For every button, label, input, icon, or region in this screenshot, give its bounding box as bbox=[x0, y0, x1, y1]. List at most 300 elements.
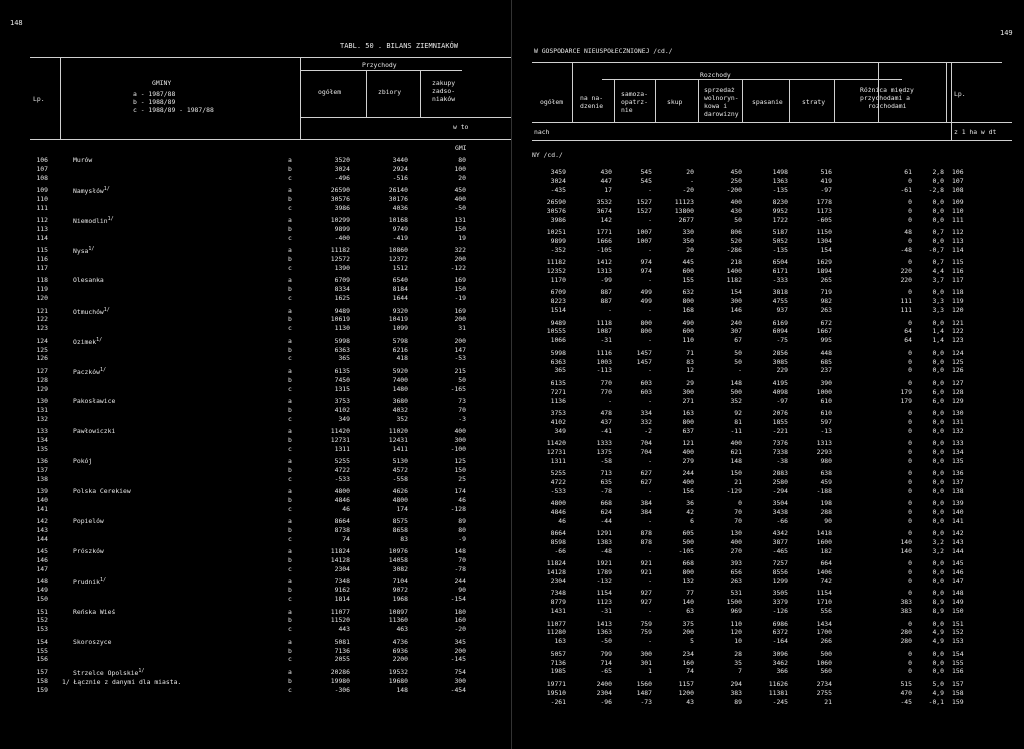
cell-value: 878 bbox=[640, 529, 652, 538]
value-ogolem: 26590 bbox=[330, 186, 350, 195]
cell-value: 3024 bbox=[550, 176, 566, 185]
row-number: 151 bbox=[36, 607, 48, 616]
cell-value: 2304 bbox=[596, 688, 612, 697]
cell-value: 974 bbox=[640, 267, 652, 276]
cell-value: 160 bbox=[682, 658, 694, 667]
cell-value: 220 bbox=[900, 276, 912, 285]
cell-value: 149 bbox=[952, 598, 964, 607]
cell-value: - bbox=[648, 577, 652, 586]
cell-value: 140 bbox=[900, 547, 912, 555]
cell-value: 74 bbox=[686, 667, 694, 676]
cell-value: - bbox=[648, 547, 652, 555]
cell-value: 6986 bbox=[772, 619, 788, 628]
cell-value: 349 bbox=[554, 426, 566, 435]
value-zbiory: 9072 bbox=[392, 586, 408, 595]
cell-value: 270 bbox=[730, 547, 742, 555]
variant-letter: c bbox=[288, 565, 292, 574]
cell-value: 6169 bbox=[772, 318, 788, 327]
variant-letter: a bbox=[288, 246, 292, 255]
cell-value: 1431 bbox=[550, 607, 566, 616]
cell-value: 1457 bbox=[636, 348, 652, 357]
value-zbiory: 9320 bbox=[392, 306, 408, 315]
cell-value: 1291 bbox=[596, 529, 612, 538]
cell-value: 30576 bbox=[546, 207, 566, 215]
row-number: 107 bbox=[36, 164, 48, 173]
cell-value: - bbox=[648, 366, 652, 375]
cell-value: 70 bbox=[734, 516, 742, 525]
cell-value: -38 bbox=[776, 456, 788, 465]
cell-value: 77 bbox=[686, 589, 694, 598]
cell-value: -105 bbox=[678, 547, 694, 555]
value-zakupy: 400 bbox=[454, 195, 466, 203]
cell-value: 10251 bbox=[546, 228, 566, 237]
value-ogolem: 7348 bbox=[334, 577, 350, 586]
row-number: 152 bbox=[36, 616, 48, 625]
row-number: 156 bbox=[36, 655, 48, 664]
cell-value: 1527 bbox=[636, 207, 652, 215]
cell-value: 20 bbox=[686, 246, 694, 254]
cell-value: 969 bbox=[730, 607, 742, 616]
variant-letter: b bbox=[288, 405, 292, 414]
value-ogolem: 349 bbox=[338, 414, 350, 423]
cell-value: 0,0 bbox=[932, 499, 944, 508]
cell-value: -75 bbox=[776, 336, 788, 345]
cell-value: 430 bbox=[600, 168, 612, 176]
cell-value: - bbox=[648, 637, 652, 646]
cell-value: 67 bbox=[734, 336, 742, 345]
value-ogolem: -496 bbox=[334, 173, 350, 182]
value-ogolem: 8334 bbox=[334, 285, 350, 294]
cell-value: 3379 bbox=[772, 598, 788, 607]
cell-value: 7348 bbox=[550, 589, 566, 598]
cell-value: 1629 bbox=[816, 258, 832, 267]
cell-value: -188 bbox=[816, 486, 832, 495]
cell-value: 0 bbox=[908, 207, 912, 215]
cell-value: 624 bbox=[600, 508, 612, 516]
value-zakupy: 200 bbox=[454, 646, 466, 655]
cell-value: 10555 bbox=[546, 327, 566, 336]
cell-value: 0,0 bbox=[932, 438, 944, 447]
variant-letter: a bbox=[288, 156, 292, 164]
cell-value: 2856 bbox=[772, 348, 788, 357]
cell-value: -465 bbox=[772, 547, 788, 555]
value-ogolem: 4800 bbox=[334, 487, 350, 496]
cell-value: 759 bbox=[640, 619, 652, 628]
cell-value: 365 bbox=[554, 366, 566, 375]
row-number: 145 bbox=[36, 547, 48, 556]
value-ogolem: 1814 bbox=[334, 595, 350, 604]
cell-value: 11123 bbox=[674, 198, 694, 207]
row-number: 124 bbox=[36, 336, 48, 345]
value-zbiory: 1644 bbox=[392, 294, 408, 303]
cell-value: 1560 bbox=[636, 679, 652, 688]
cell-value: 0,0 bbox=[932, 486, 944, 495]
cell-value: 0 bbox=[908, 447, 912, 456]
col-nasiona-2: dzenie bbox=[580, 102, 604, 110]
cell-value: 1457 bbox=[636, 357, 652, 366]
col-sprzedaz-3: kowa i bbox=[704, 102, 728, 110]
value-ogolem: 4722 bbox=[334, 465, 350, 474]
cell-value: -221 bbox=[772, 426, 788, 435]
value-zbiory: 11020 bbox=[388, 426, 408, 435]
cell-value: 1123 bbox=[596, 598, 612, 607]
cell-value: 6372 bbox=[772, 628, 788, 637]
row-number: 148 bbox=[36, 577, 48, 586]
cell-value: -41 bbox=[600, 426, 612, 435]
cell-value: 1007 bbox=[636, 237, 652, 246]
cell-value: - bbox=[648, 396, 652, 405]
cell-value: 0 bbox=[908, 577, 912, 586]
value-zakupy: -165 bbox=[450, 384, 466, 393]
cell-value: -135 bbox=[772, 185, 788, 194]
row-number: 119 bbox=[36, 285, 48, 294]
cell-value: 130 bbox=[730, 529, 742, 538]
cell-value: - bbox=[648, 276, 652, 285]
cell-value: -99 bbox=[600, 276, 612, 285]
cell-value: -286 bbox=[726, 246, 742, 254]
cell-value: 1182 bbox=[726, 276, 742, 285]
cell-value: 300 bbox=[682, 387, 694, 396]
variant-letter: a bbox=[288, 457, 292, 465]
value-ogolem: 6363 bbox=[334, 345, 350, 354]
value-zakupy: 25 bbox=[458, 474, 466, 483]
cell-value: 545 bbox=[640, 176, 652, 185]
cell-value: 0,0 bbox=[932, 198, 944, 207]
cell-value: 110 bbox=[730, 619, 742, 628]
row-number: 128 bbox=[36, 375, 48, 384]
cell-value: 1600 bbox=[816, 538, 832, 547]
cell-value: 3986 bbox=[550, 215, 566, 224]
gmina-name: Ozimek$^{1/}$ bbox=[73, 336, 103, 346]
row-number: 109 bbox=[36, 186, 48, 195]
cell-value: 1000 bbox=[816, 387, 832, 396]
cell-value: 3877 bbox=[772, 538, 788, 547]
value-ogolem: 1311 bbox=[334, 444, 350, 453]
cell-value: 130 bbox=[952, 408, 964, 417]
cell-value: - bbox=[648, 215, 652, 224]
cell-value: 799 bbox=[600, 649, 612, 658]
row-number: 136 bbox=[36, 457, 48, 465]
cell-value: 0 bbox=[908, 456, 912, 465]
cell-value: 2677 bbox=[678, 215, 694, 224]
cell-value: 138 bbox=[952, 486, 964, 495]
cell-value: 0 bbox=[908, 348, 912, 357]
value-zbiory: 6936 bbox=[392, 646, 408, 655]
cell-value: 1313 bbox=[816, 438, 832, 447]
value-ogolem: -306 bbox=[334, 685, 350, 694]
cell-value: 0,0 bbox=[932, 577, 944, 586]
cell-value: 129 bbox=[952, 396, 964, 405]
cell-value: 124 bbox=[952, 348, 964, 357]
variant-letter: b bbox=[288, 225, 292, 234]
cell-value: 0 bbox=[908, 529, 912, 538]
cell-value: 3,3 bbox=[932, 297, 944, 306]
gmina-name: Prószków bbox=[73, 547, 104, 556]
cell-value: 393 bbox=[730, 559, 742, 568]
cell-value: 8,9 bbox=[932, 607, 944, 616]
cell-value: 139 bbox=[952, 499, 964, 508]
cell-value: 168 bbox=[682, 306, 694, 315]
cell-value: 244 bbox=[682, 469, 694, 477]
cell-value: 0,0 bbox=[932, 559, 944, 568]
value-zakupy: 148 bbox=[454, 547, 466, 556]
cell-value: 0 bbox=[908, 258, 912, 267]
value-ogolem: 365 bbox=[338, 354, 350, 363]
variant-letter: a bbox=[288, 607, 292, 616]
footnote-marker: 1/ bbox=[99, 366, 106, 373]
cell-value: 770 bbox=[600, 387, 612, 396]
cell-value: 141 bbox=[952, 516, 964, 525]
cell-value: -129 bbox=[726, 486, 742, 495]
cell-value: -73 bbox=[640, 697, 652, 706]
cell-value: 1311 bbox=[550, 456, 566, 465]
value-ogolem: 10619 bbox=[330, 315, 350, 324]
cell-value: 6171 bbox=[772, 267, 788, 276]
cell-value: 0,0 bbox=[932, 516, 944, 525]
cell-value: 1173 bbox=[816, 207, 832, 215]
cell-value: 2755 bbox=[816, 688, 832, 697]
cell-value: 140 bbox=[682, 598, 694, 607]
value-zakupy: 90 bbox=[458, 586, 466, 595]
cell-value: 117 bbox=[952, 276, 964, 285]
cell-value: 28 bbox=[734, 649, 742, 658]
cell-value: 0,0 bbox=[932, 237, 944, 246]
cell-value: -61 bbox=[900, 185, 912, 194]
cell-value: 300 bbox=[640, 649, 652, 658]
value-ogolem: 1130 bbox=[334, 324, 350, 333]
cell-value: 113 bbox=[952, 237, 964, 246]
cell-value: 7 bbox=[738, 667, 742, 676]
cell-value: 806 bbox=[730, 228, 742, 237]
col-samo-3: nie bbox=[621, 106, 633, 114]
gmina-name: Murów bbox=[73, 156, 93, 164]
cell-value: 0,0 bbox=[932, 619, 944, 628]
value-zbiory: 19680 bbox=[388, 676, 408, 685]
variant-letter: c bbox=[288, 294, 292, 303]
cell-value: 140 bbox=[952, 508, 964, 516]
cell-value: -126 bbox=[772, 607, 788, 616]
col-roznica-3: rozchodami bbox=[868, 102, 907, 110]
value-zbiory: 8184 bbox=[392, 285, 408, 294]
cell-value: 0 bbox=[908, 378, 912, 387]
cell-value: 1921 bbox=[596, 559, 612, 568]
cell-value: 294 bbox=[730, 679, 742, 688]
row-number: 144 bbox=[36, 535, 48, 543]
cell-value: -245 bbox=[772, 697, 788, 706]
value-zbiory: 10976 bbox=[388, 547, 408, 556]
cell-value: 1514 bbox=[550, 306, 566, 315]
value-zbiory: 10419 bbox=[388, 315, 408, 324]
value-zbiory: 2924 bbox=[392, 164, 408, 173]
cell-value: 64 bbox=[904, 336, 912, 345]
cell-value: 0,0 bbox=[932, 658, 944, 667]
value-zbiory: 4572 bbox=[392, 465, 408, 474]
cell-value: 128 bbox=[952, 387, 964, 396]
cell-value: 8664 bbox=[550, 529, 566, 538]
variant-letter: c bbox=[288, 535, 292, 543]
cell-value: 887 bbox=[600, 288, 612, 297]
cell-value: 179 bbox=[900, 396, 912, 405]
value-zbiory: 5130 bbox=[392, 457, 408, 465]
footnote-marker: 1/ bbox=[96, 336, 103, 343]
cell-value: 42 bbox=[686, 508, 694, 516]
cell-value: 150 bbox=[952, 607, 964, 616]
value-zakupy: -454 bbox=[450, 685, 466, 694]
row-number: 117 bbox=[36, 264, 48, 273]
value-zakupy: 70 bbox=[458, 556, 466, 565]
variant-letter: b bbox=[288, 586, 292, 595]
col-lp: Lp. bbox=[954, 90, 966, 98]
cell-value: 0 bbox=[908, 198, 912, 207]
cell-value: 127 bbox=[952, 378, 964, 387]
value-zbiory: 4036 bbox=[392, 203, 408, 212]
value-zakupy: -3 bbox=[458, 414, 466, 423]
cell-value: 3818 bbox=[772, 288, 788, 297]
cell-value: 5,0 bbox=[932, 679, 944, 688]
row-number: 113 bbox=[36, 225, 48, 234]
cell-value: 7136 bbox=[550, 658, 566, 667]
value-zakupy: 89 bbox=[458, 517, 466, 526]
cell-value: - bbox=[608, 396, 612, 405]
cell-value: 271 bbox=[682, 396, 694, 405]
row-number: 115 bbox=[36, 246, 48, 255]
variant-letter: c bbox=[288, 685, 292, 694]
cell-value: 19771 bbox=[546, 679, 566, 688]
cell-value: 0 bbox=[908, 589, 912, 598]
cell-value: 0,0 bbox=[932, 568, 944, 577]
variant-letter: a bbox=[288, 306, 292, 315]
cell-value: - bbox=[648, 456, 652, 465]
unit-left: nach bbox=[534, 128, 550, 136]
cell-value: 390 bbox=[820, 378, 832, 387]
cell-value: 621 bbox=[730, 447, 742, 456]
value-zbiory: 3082 bbox=[392, 565, 408, 574]
cell-value: 0 bbox=[908, 658, 912, 667]
row-number: 154 bbox=[36, 637, 48, 646]
cell-value: 459 bbox=[820, 477, 832, 486]
cell-value: 383 bbox=[900, 598, 912, 607]
value-zakupy: 46 bbox=[458, 496, 466, 504]
variant-letter: b bbox=[288, 646, 292, 655]
zakupy-header-3: niaków bbox=[432, 95, 456, 103]
cell-value: 8779 bbox=[550, 598, 566, 607]
cell-value: 0 bbox=[908, 408, 912, 417]
cell-value: 6135 bbox=[550, 378, 566, 387]
cell-value: 13800 bbox=[674, 207, 694, 215]
gmina-name: Reńska Wieś bbox=[73, 607, 116, 616]
value-zbiory: 2200 bbox=[392, 655, 408, 664]
cell-value: 265 bbox=[820, 276, 832, 285]
cell-value: 263 bbox=[820, 306, 832, 315]
value-zakupy: 169 bbox=[454, 306, 466, 315]
value-zakupy: -128 bbox=[450, 504, 466, 513]
cell-value: 400 bbox=[682, 477, 694, 486]
cell-value: 0,0 bbox=[932, 477, 944, 486]
cell-value: 610 bbox=[820, 408, 832, 417]
row-number: 111 bbox=[36, 203, 48, 212]
cell-value: 921 bbox=[640, 559, 652, 568]
cell-value: 3459 bbox=[550, 168, 566, 176]
value-zbiory: 1411 bbox=[392, 444, 408, 453]
cell-value: 1066 bbox=[550, 336, 566, 345]
cell-value: 279 bbox=[682, 456, 694, 465]
cell-value: 154 bbox=[730, 288, 742, 297]
cell-value: 400 bbox=[730, 538, 742, 547]
gmina-name: Pakosławice bbox=[73, 396, 116, 405]
row-number: 110 bbox=[36, 195, 48, 203]
value-zakupy: 200 bbox=[454, 255, 466, 264]
cell-value: 878 bbox=[640, 538, 652, 547]
cell-value: 144 bbox=[952, 547, 964, 555]
cell-value: 1170 bbox=[550, 276, 566, 285]
cell-value: 148 bbox=[730, 378, 742, 387]
row-number: 112 bbox=[36, 216, 48, 225]
cell-value: 366 bbox=[776, 667, 788, 676]
cell-value: 17 bbox=[604, 185, 612, 194]
cell-value: 0,0 bbox=[932, 318, 944, 327]
cell-value: 1,4 bbox=[932, 336, 944, 345]
cell-value: 4,9 bbox=[932, 688, 944, 697]
cell-value: 119 bbox=[952, 297, 964, 306]
right-page bbox=[512, 0, 1024, 749]
cell-value: 111 bbox=[952, 215, 964, 224]
gmina-name: Strzelce Opolskie$^{1/}$ bbox=[73, 667, 145, 677]
cell-value: 637 bbox=[682, 426, 694, 435]
cell-value: 11182 bbox=[546, 258, 566, 267]
cell-value: 280 bbox=[900, 637, 912, 646]
cell-value: 0 bbox=[908, 559, 912, 568]
value-zbiory: -516 bbox=[392, 173, 408, 182]
cell-value: 627 bbox=[640, 477, 652, 486]
cell-value: -96 bbox=[600, 697, 612, 706]
value-zakupy: 244 bbox=[454, 577, 466, 586]
cell-value: 1527 bbox=[636, 198, 652, 207]
value-zbiory: 6216 bbox=[392, 345, 408, 354]
row-number: 157 bbox=[36, 667, 48, 676]
row-number: 158 bbox=[36, 676, 48, 685]
cell-value: 1116 bbox=[596, 348, 612, 357]
cell-value: 61 bbox=[904, 168, 912, 176]
gmi-label: GMI bbox=[455, 144, 467, 152]
value-zakupy: 300 bbox=[454, 435, 466, 444]
cell-value: 163 bbox=[682, 408, 694, 417]
value-zbiory: 1480 bbox=[392, 384, 408, 393]
cell-value: 3085 bbox=[772, 357, 788, 366]
value-zakupy: -122 bbox=[450, 264, 466, 273]
cell-value: 927 bbox=[640, 589, 652, 598]
cell-value: 672 bbox=[820, 318, 832, 327]
row-number: 121 bbox=[36, 306, 48, 315]
cell-value: 0,0 bbox=[932, 508, 944, 516]
cell-value: 7257 bbox=[772, 559, 788, 568]
cell-value: -605 bbox=[816, 215, 832, 224]
cell-value: 638 bbox=[820, 469, 832, 477]
variant-letter: a bbox=[288, 366, 292, 375]
cell-value: 229 bbox=[776, 366, 788, 375]
cell-value: 714 bbox=[600, 658, 612, 667]
row-number: 149 bbox=[36, 586, 48, 595]
variant-letter: b bbox=[288, 315, 292, 324]
row-number: 135 bbox=[36, 444, 48, 453]
cell-value: -261 bbox=[550, 697, 566, 706]
cell-value: 0 bbox=[908, 366, 912, 375]
cell-value: -58 bbox=[600, 456, 612, 465]
gmina-name: Paczków$^{1/}$ bbox=[73, 366, 106, 376]
value-zakupy: 31 bbox=[458, 324, 466, 333]
cell-value: 218 bbox=[730, 258, 742, 267]
cell-value: -66 bbox=[776, 516, 788, 525]
value-zbiory: 8575 bbox=[392, 517, 408, 526]
